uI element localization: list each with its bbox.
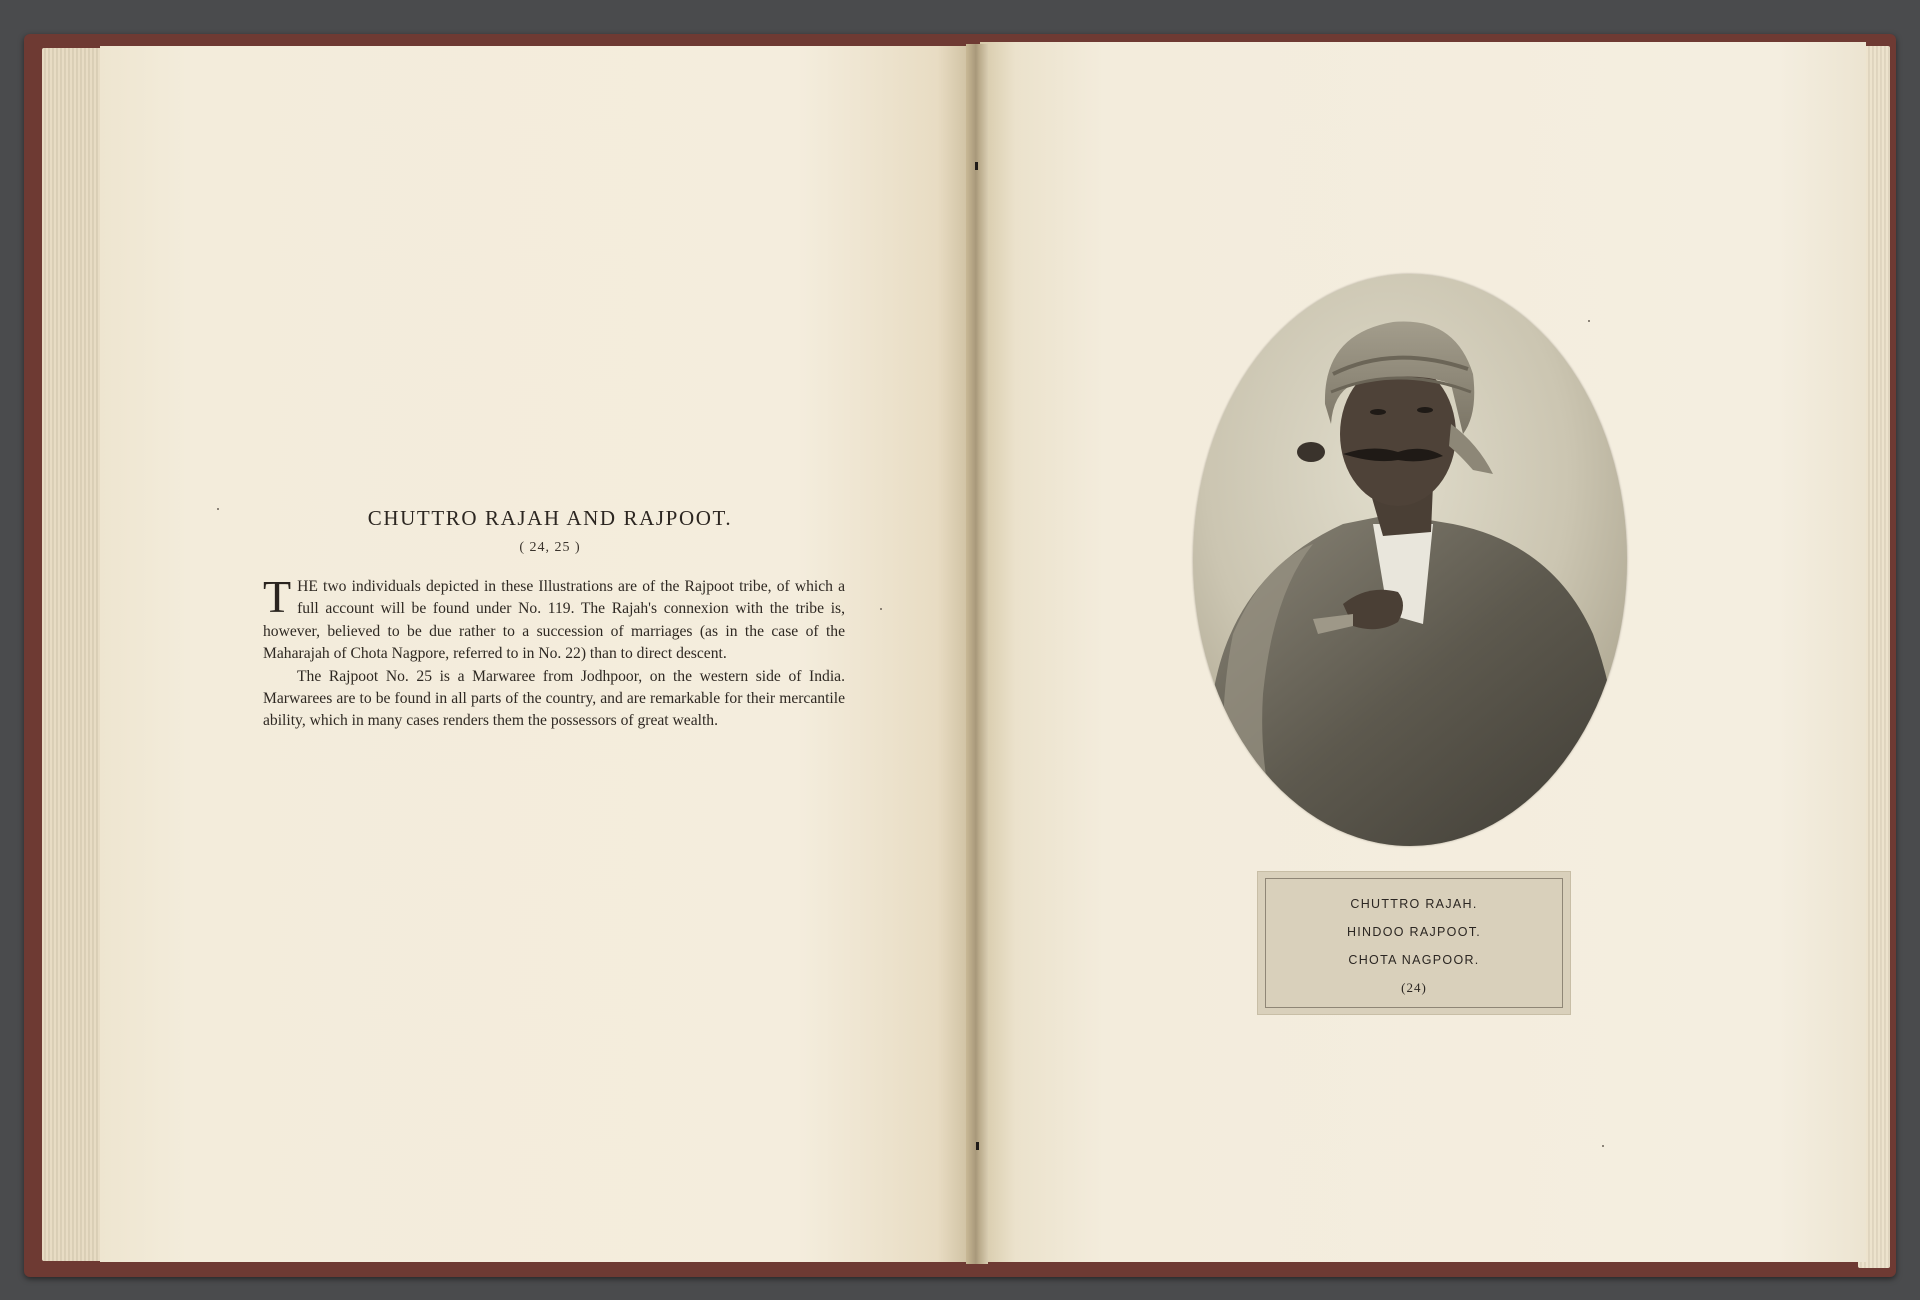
paragraph-2: The Rajpoot No. 25 is a Marwaree from Jodhpoor, on the western side of India. Marwarees are to be found in all parts of the country, and are remarkable for their mercantile ability, which in many cases renders them the possessors of great wealth. xyxy=(263,667,845,730)
page-subtitle: ( 24, 25 ) xyxy=(519,540,581,555)
paragraph-1 xyxy=(263,571,845,666)
caption-number: (24) xyxy=(1401,980,1427,995)
caption-line-3: CHOTA NAGPOOR. xyxy=(1348,953,1480,967)
body-text xyxy=(263,571,845,733)
caption-line-2: HINDOO RAJPOOT. xyxy=(1346,925,1482,939)
caption-line-1: CHUTTRO RAJAH. xyxy=(1350,897,1478,911)
binding-mark xyxy=(976,1142,979,1150)
caption-border xyxy=(1265,878,1563,1008)
paragraph-1-text: HE two individuals depicted in these Illustrations are of the Rajpoot tribe, of which a full account will be found under No. 119. The Rajah's connexion with the tribe is, however, believed to be due rather to a succession of marriages (as in the case of the Maharajah of Chota Nagpore, referred to in No. 22) than to direct descent. xyxy=(263,578,845,663)
drop-cap: T xyxy=(263,571,292,622)
book-gutter xyxy=(966,44,988,1264)
photo-caption-label xyxy=(1258,872,1570,1014)
portrait-photograph xyxy=(1193,274,1627,846)
page-title: CHUTTRO RAJAH AND RAJPOOT. xyxy=(367,506,733,530)
portrait-figure xyxy=(1193,274,1627,846)
binding-mark xyxy=(975,162,978,170)
